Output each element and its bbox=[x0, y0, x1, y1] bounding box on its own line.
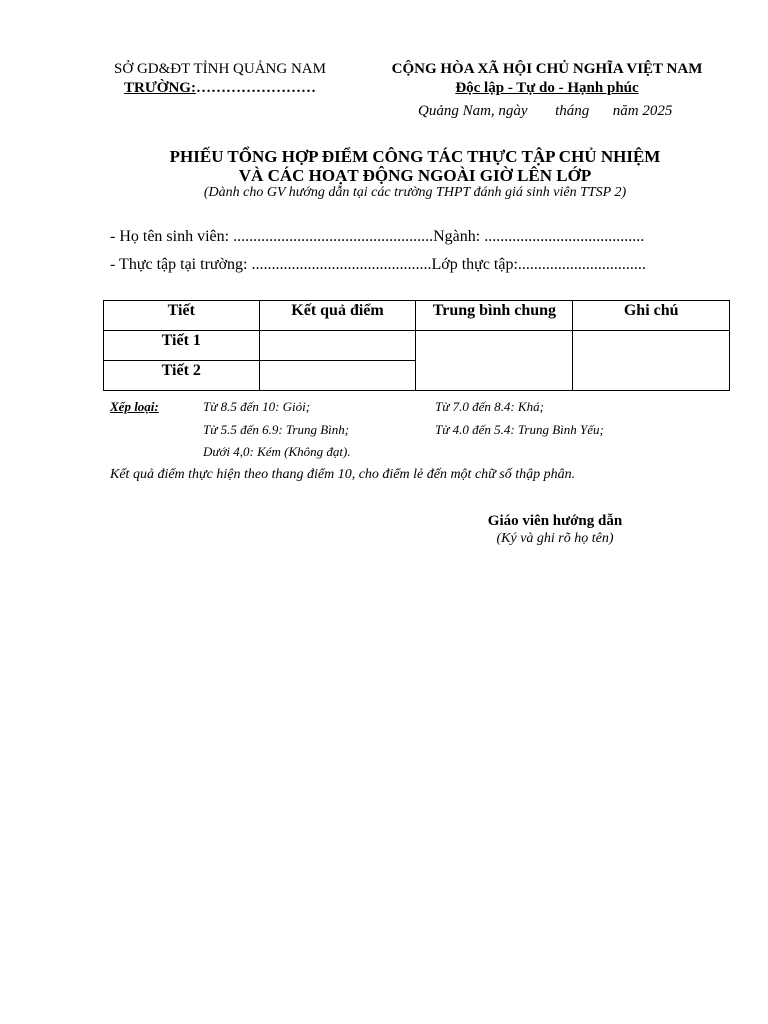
score-table bbox=[103, 300, 730, 391]
score-cell bbox=[259, 331, 416, 361]
signature-title: Giáo viên hướng dẫn bbox=[487, 513, 623, 529]
country-name: CỘNG HÒA XÃ HỘI CHỦ NGHĨA VIỆT NAM bbox=[391, 61, 703, 77]
table-row bbox=[104, 331, 730, 361]
school-line bbox=[98, 79, 342, 98]
grade-excellent: Từ 8.5 đến 10: Giỏi; bbox=[203, 399, 311, 414]
header-period: Tiết bbox=[104, 301, 260, 331]
grade-average: Từ 5.5 đến 6.9: Trung Bình; bbox=[203, 422, 350, 437]
header-average: Trung bình chung bbox=[416, 301, 573, 331]
title-line-2: VÀ CÁC HOẠT ĐỘNG NGOÀI GIỜ LÊN LỚP bbox=[238, 166, 592, 185]
scoring-note: Kết quả điểm thực hiện theo thang điểm 10, cho điểm lẻ đến một chữ số thập phân. bbox=[110, 467, 576, 482]
average-cell bbox=[416, 331, 573, 391]
header-score: Kết quả điểm bbox=[259, 301, 416, 331]
school-blank: …………………… bbox=[195, 80, 316, 96]
score-cell bbox=[259, 361, 416, 391]
table-header-row bbox=[104, 301, 730, 331]
school-label: TRƯỜNG: bbox=[124, 80, 196, 96]
student-info-line: - Họ tên sinh viên: ..................................................Ngành: ........................................ bbox=[110, 228, 645, 245]
period-label: Tiết 2 bbox=[104, 361, 260, 391]
grade-below-average: Từ 4.0 đến 5.4: Trung Bình Yếu; bbox=[435, 422, 604, 437]
document-title bbox=[0, 147, 768, 185]
period-label: Tiết 1 bbox=[104, 331, 260, 361]
date-month: tháng bbox=[555, 103, 590, 119]
header-left bbox=[98, 60, 342, 98]
header-notes: Ghi chú bbox=[573, 301, 730, 331]
national-motto: Độc lập - Tự do - Hạnh phúc bbox=[455, 80, 639, 96]
internship-info-line: - Thực tập tại trường: .............................................Lớp thực tập:................................ bbox=[110, 256, 646, 273]
date-place-day: Quảng Nam, ngày bbox=[418, 103, 528, 119]
header-right bbox=[370, 60, 724, 98]
grade-good: Từ 7.0 đến 8.4: Khá; bbox=[435, 399, 544, 414]
grade-fail: Dưới 4,0: Kém (Không đạt). bbox=[203, 444, 351, 459]
department-name: SỞ GD&ĐT TỈNH QUẢNG NAM bbox=[114, 61, 326, 77]
notes-cell bbox=[573, 331, 730, 391]
title-line-1: PHIẾU TỔNG HỢP ĐIỂM CÔNG TÁC THỰC TẬP CHỦ NHIỆM bbox=[169, 147, 661, 166]
classification-label: Xếp loại: bbox=[110, 399, 159, 414]
signature-instruction: (Ký và ghi rõ họ tên) bbox=[496, 531, 614, 546]
document-subtitle: (Dành cho GV hướng dẫn tại các trường THPT đánh giá sinh viên TTSP 2) bbox=[203, 185, 627, 200]
date-year: năm 2025 bbox=[612, 103, 673, 119]
date-line bbox=[418, 103, 672, 120]
